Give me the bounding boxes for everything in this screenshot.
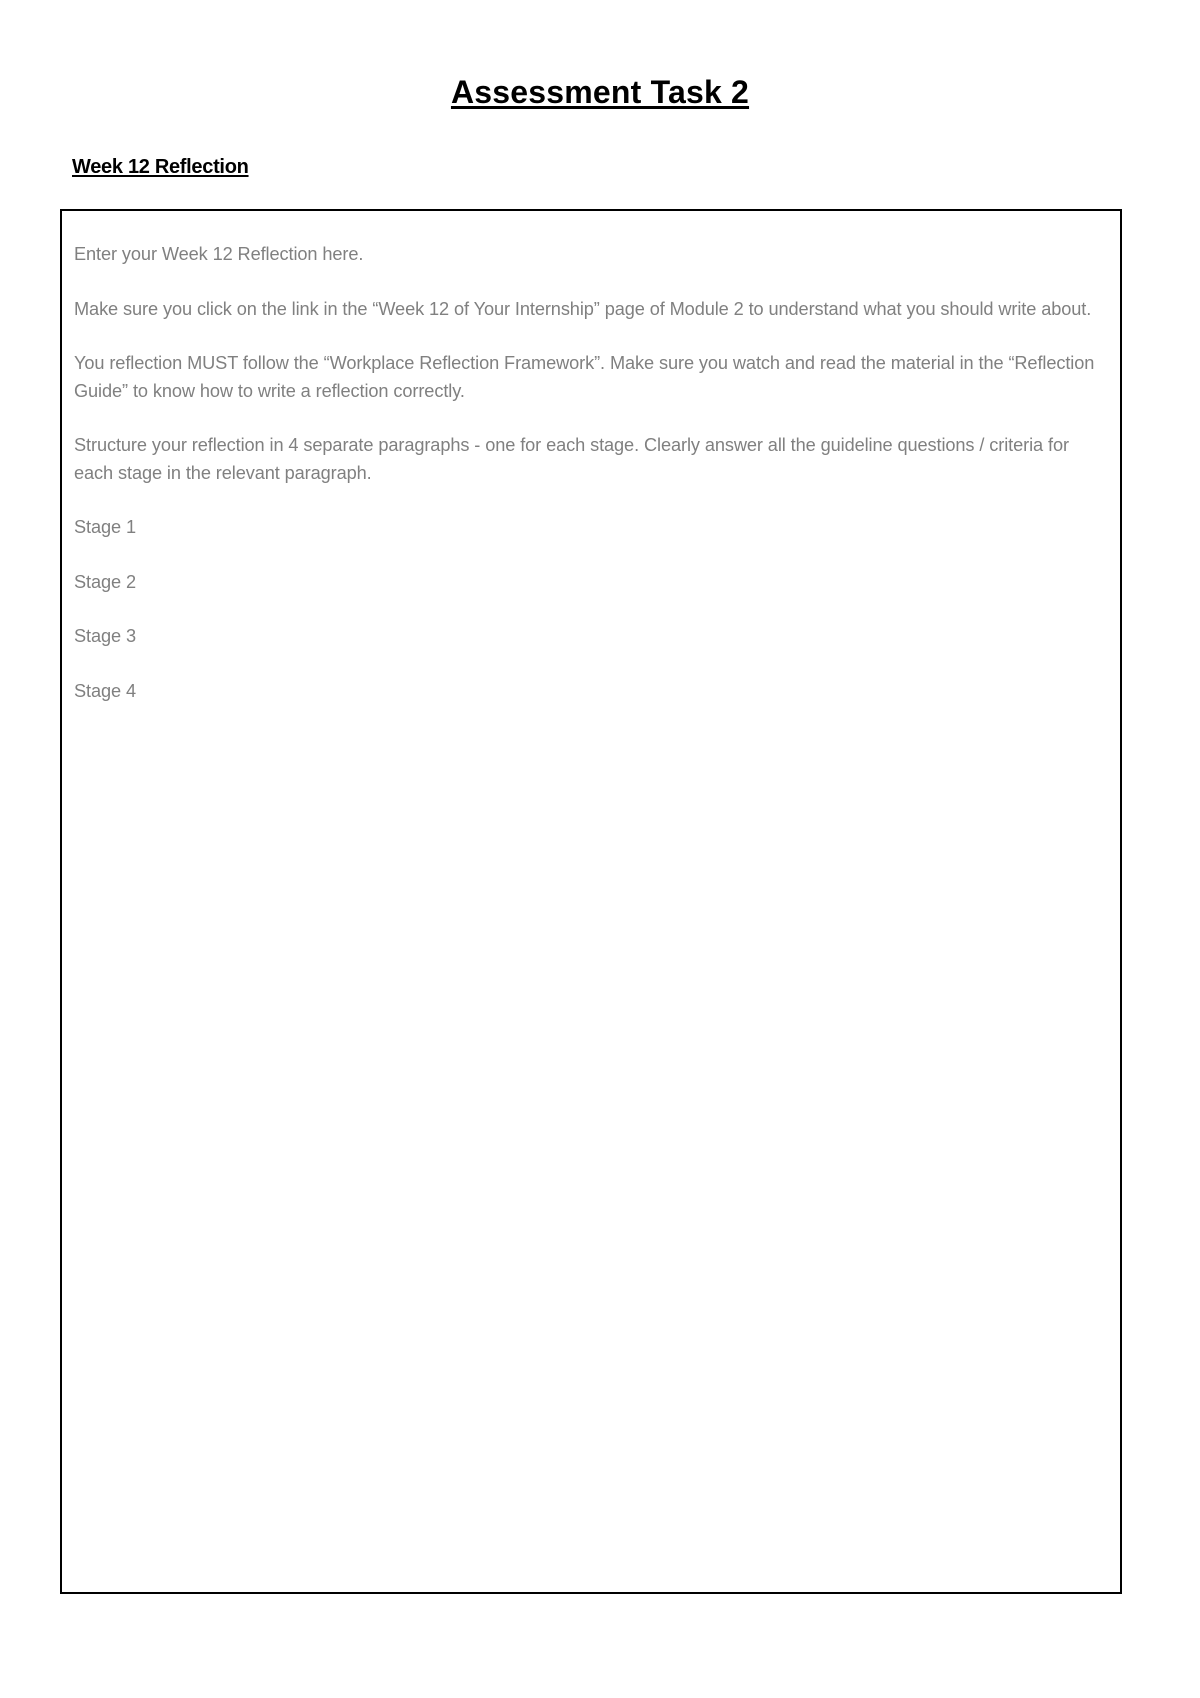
stage-2-label: Stage 2 bbox=[74, 571, 136, 592]
stage-3-label: Stage 3 bbox=[74, 626, 136, 646]
instruction-paragraph: You reflection MUST follow the “Workplace Reflection Framework”. Make sure you watch and read the material in the “Reflection Guide” to know how to write a reflection correctly. bbox=[74, 353, 1095, 401]
reflection-text-box[interactable] bbox=[60, 209, 1122, 1594]
instruction-paragraph: Structure your reflection in 4 separate paragraphs - one for each stage. Clearly answer all the guideline questions / criteria for each stage in the relevant paragraph. bbox=[74, 435, 1069, 483]
instruction-paragraph: Enter your Week 12 Reflection here. bbox=[74, 244, 364, 264]
page-title: Assessment Task 2 bbox=[450, 74, 750, 110]
reflection-content[interactable] bbox=[74, 241, 1104, 732]
stage-1-label: Stage 1 bbox=[74, 517, 136, 537]
stage-4-label: Stage 4 bbox=[74, 680, 136, 701]
section-heading: Week 12 Reflection bbox=[72, 156, 249, 178]
instruction-paragraph: Make sure you click on the link in the “Week 12 of Your Internship” page of Module 2 to understand what you should write about. bbox=[74, 298, 1092, 319]
